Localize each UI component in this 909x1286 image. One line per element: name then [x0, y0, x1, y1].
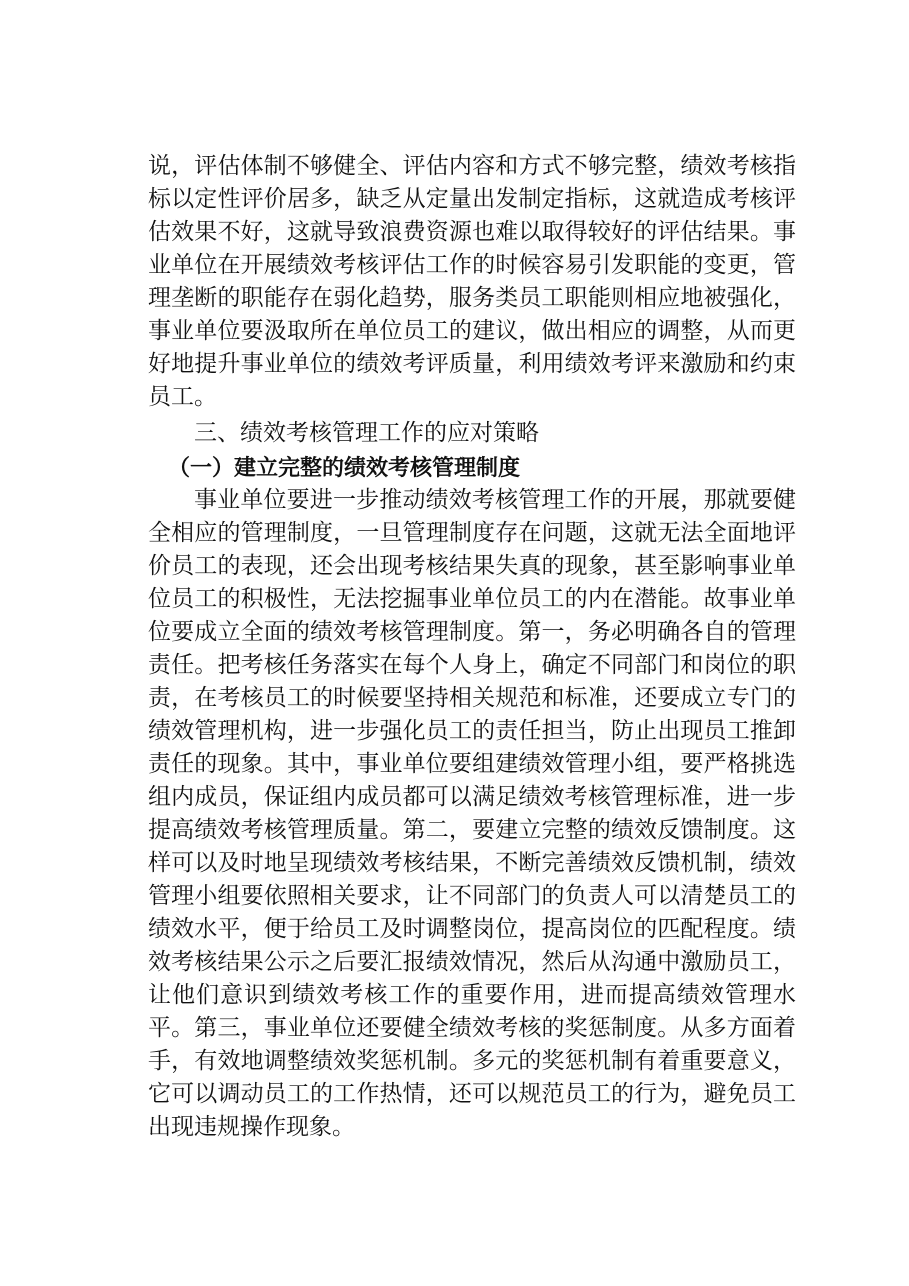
document-body: [148, 150, 796, 1144]
continued-paragraph: 说，评估体制不够健全、评估内容和方式不够完整，绩效考核指标以定性评价居多，缺乏从定量出发制定指标，这就造成考核评估效果不好，这就导致浪费资源也难以取得较好的评估结果。事业单位在开展绩效考核评估工作的时候容易引发职能的变更，管理垄断的职能存在弱化趋势，服务类员工职能则相应地被强化，事业单位要汲取所在单位员工的建议，做出相应的调整，从而更好地提升事业单位的绩效考评质量，利用绩效考评来激励和约束员工。: [148, 153, 796, 410]
subsection-heading: （一）建立完整的绩效考核管理制度: [168, 455, 521, 481]
section-heading: 三、绩效考核管理工作的应对策略: [194, 420, 539, 446]
main-paragraph: 事业单位要进一步推动绩效考核管理工作的开展，那就要健全相应的管理制度，一旦管理制度存在问题，这就无法全面地评价员工的表现，还会出现考核结果失真的现象，甚至影响事业单位员工的积极性，无法挖掘事业单位员工的内在潜能。故事业单位要成立全面的绩效考核管理制度。第一，务必明确各自的管理责任。把考核任务落实在每个人身上，确定不同部门和岗位的职责，在考核员工的时候要坚持相关规范和标准，还要成立专门的绩效管理机构，进一步强化员工的责任担当，防止出现员工推卸责任的现象。其中，事业单位要组建绩效管理小组，要严格挑选组内成员，保证组内成员都可以满足绩效考核管理标准，进一步提高绩效考核管理质量。第二，要建立完整的绩效反馈制度。这样可以及时地呈现绩效考核结果，不断完善绩效反馈机制，绩效管理小组要依照相关要求，让不同部门的负责人可以清楚员工的绩效水平，便于给员工及时调整岗位，提高岗位的匹配程度。绩效考核结果公示之后要汇报绩效情况，然后从沟通中激励员工，让他们意识到绩效考核工作的重要作用，进而提高绩效管理水平。第三，事业单位还要健全绩效考核的奖惩制度。从多方面着手，有效地调整绩效奖惩机制。多元的奖惩机制有着重要意义，它可以调动员工的工作热情，还可以规范员工的行为，避免员工出现违规操作现象。: [148, 487, 796, 1140]
